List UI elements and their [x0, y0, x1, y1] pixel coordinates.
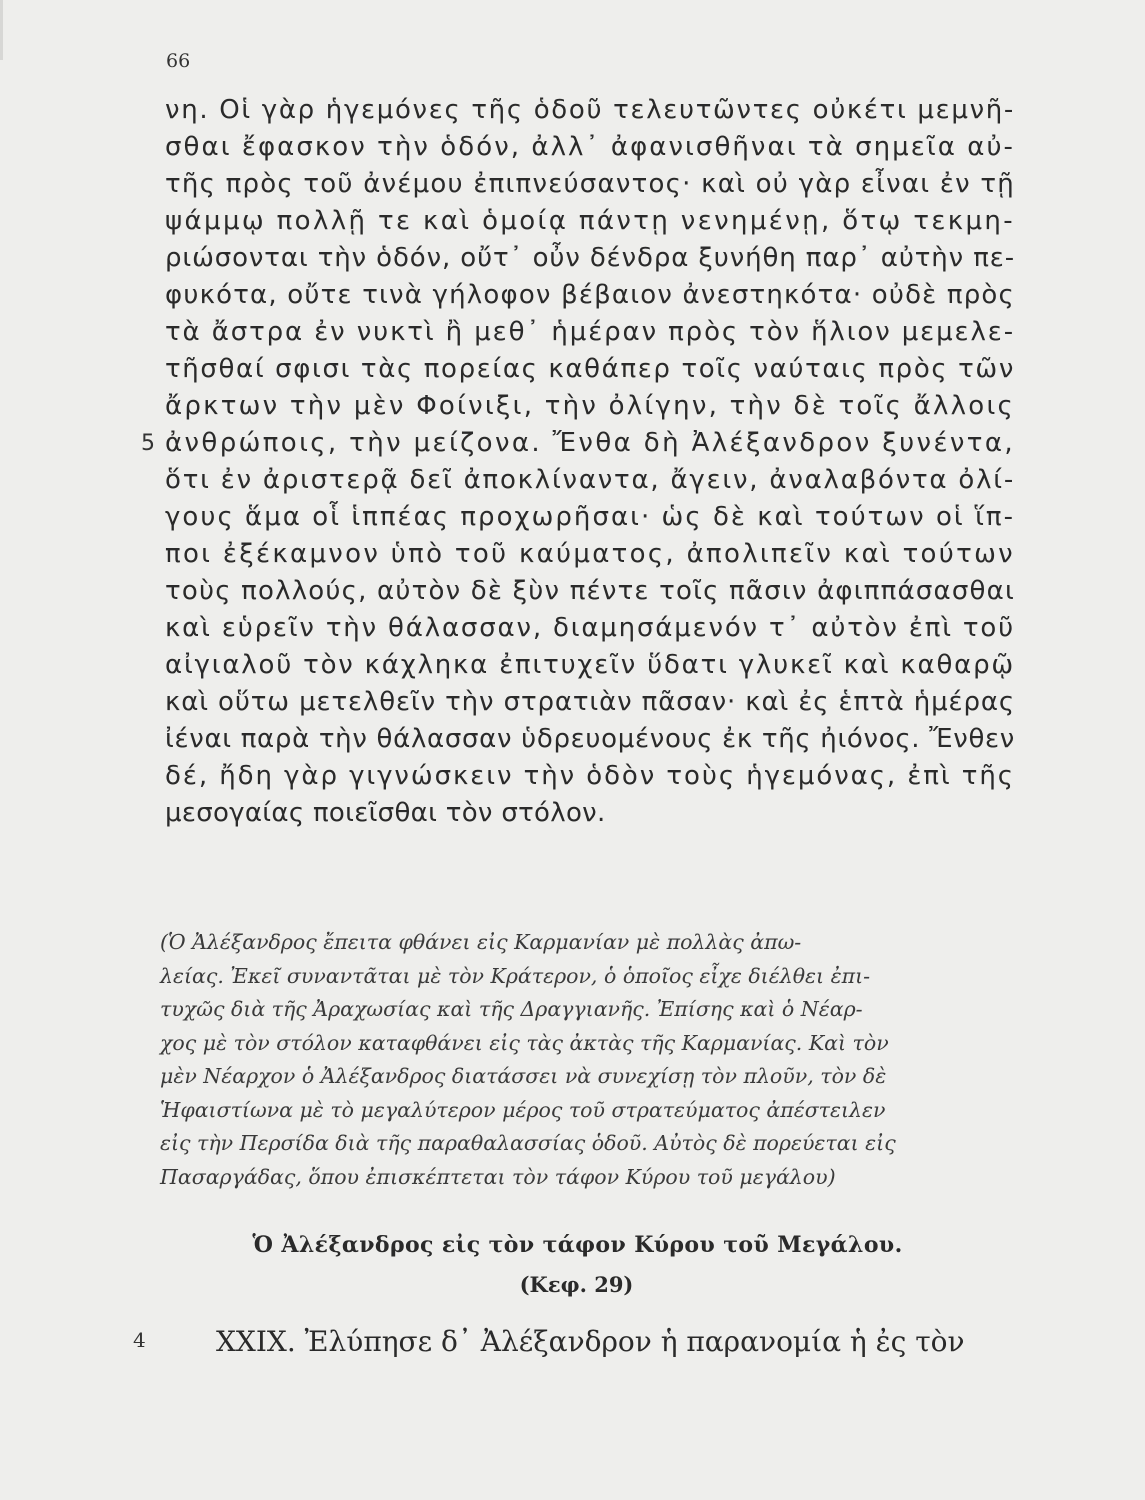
text-line: [165, 610, 1015, 647]
line-text: αἰγιαλοῦ τὸν κάχληκα ἐπιτυχεῖν ὕδατι γλυκεῖ καὶ καθαρῷ: [165, 650, 1015, 680]
line-text: νη. Οἱ γὰρ ἡγεμόνες τῆς ὁδοῦ τελευτῶντες οὐκέτι μεμνῆ-: [165, 95, 1015, 125]
summary-line-text: μὲν Νέαρχον ὁ Ἀλέξανδρος διατάσσει νὰ συνεχίσῃ τὸν πλοῦν, τὸν δὲ: [160, 1064, 887, 1088]
text-line: [165, 166, 1015, 203]
summary-line-text: (Ὁ Ἀλέξανδρος ἔπειτα φθάνει εἰς Καρμανίαν μὲ πολλὰς ἀπω-: [160, 930, 802, 954]
text-line: [165, 129, 1015, 166]
line-text: τοὺς πολλούς, αὐτὸν δὲ ξὺν πέντε τοῖς πᾶσιν ἀφιππάσασθαι: [165, 576, 1015, 606]
line-text: καὶ εὑρεῖν τὴν θάλασσαν, διαμησάμενόν τ᾽ αὐτὸν ἐπὶ τοῦ: [165, 613, 1015, 643]
text-line: [165, 388, 1015, 425]
chapter-opening-text: XXIX. Ἐλύπησε δ᾽ Ἀλέξανδρον ἡ παρανομία ἡ ἐς τὸν: [216, 1325, 965, 1358]
line-text: δέ, ἤδη γὰρ γιγνώσκειν τὴν ὁδὸν τοὺς ἡγεμόνας, ἐπὶ τῆς: [165, 761, 1015, 791]
text-line: [165, 647, 1015, 684]
text-line: [165, 351, 1015, 388]
text-line: [165, 314, 1015, 351]
summary-line: [160, 1161, 1010, 1195]
line-text: ψάμμῳ πολλῇ τε καὶ ὁμοίᾳ πάντῃ νενημένῃ, ὅτῳ τεκμη-: [165, 206, 1015, 236]
summary-line: [160, 960, 1010, 994]
line-marker: 4: [133, 1328, 146, 1352]
line-text: τῆσθαί σφισι τὰς πορείας καθάπερ τοῖς ναύταις πρὸς τῶν: [165, 354, 1015, 384]
page-number: 66: [166, 50, 191, 72]
text-line: [165, 573, 1015, 610]
line-text: τῆς πρὸς τοῦ ἀνέμου ἐπιπνεύσαντος· καὶ οὐ γὰρ εἶναι ἐν τῇ: [165, 169, 1015, 199]
text-line: [165, 684, 1015, 721]
line-text: ἄρκτων τὴν μὲν Φοίνιξι, τὴν ὀλίγην, τὴν δὲ τοῖς ἄλλοις: [165, 391, 1015, 421]
summary-line: [160, 993, 1010, 1027]
chapter-reference: (Κεφ. 29): [519, 1272, 634, 1297]
line-text: γους ἅμα οἷ ἱππέας προχωρῆσαι· ὡς δὲ καὶ τούτων οἱ ἵπ-: [165, 502, 1015, 532]
summary-line-text: χος μὲ τὸν στόλον καταφθάνει εἰς τὰς ἀκτὰς τῆς Καρμανίας. Καὶ τὸν: [160, 1030, 889, 1055]
text-line: [141, 425, 1015, 462]
text-line: [165, 462, 1015, 499]
line-text: ριώσονται τὴν ὁδόν, οὔτ᾽ οὖν δένδρα ξυνήθη παρ᾽ αὐτὴν πε-: [165, 243, 1015, 273]
summary-line-text: λείας. Ἐκεῖ συναντᾶται μὲ τὸν Κράτερον, ὁ ὁποῖος εἶχε διέλθει ἐπι-: [160, 963, 871, 988]
chapter-opening-line: [0, 1320, 1145, 1364]
text-line: [165, 499, 1015, 536]
text-line: [165, 203, 1015, 240]
line-text: ἰέναι παρὰ τὴν θάλασσαν ὑδρευομένους ἐκ τῆς ἠιόνος. Ἔνθεν: [165, 724, 1015, 754]
text-line: [165, 758, 1015, 795]
summary-line-text: τυχῶς διὰ τῆς Ἀραχωσίας καὶ τῆς Δραγγιανῆς. Ἐπίσης καὶ ὁ Νέαρ-: [160, 997, 863, 1021]
summary-line: [160, 1027, 1010, 1061]
summary-line: [160, 1127, 1010, 1161]
line-text: φυκότα, οὔτε τινὰ γήλοφον βέβαιον ἀνεστηκότα· οὐδὲ πρὸς: [165, 280, 1015, 310]
scan-edge: [0, 0, 3, 60]
summary-line-text: Πασαργάδας, ὅπου ἐπισκέπτεται τὸν τάφον Κύρου τοῦ μεγάλου): [160, 1164, 836, 1189]
greek-main-text: [141, 92, 1015, 832]
text-line: [165, 240, 1015, 277]
chapter-summary: [160, 926, 1010, 1194]
summary-line: [160, 926, 1010, 960]
line-text: καὶ οὕτω μετελθεῖν τὴν στρατιὰν πᾶσαν· καὶ ἐς ἑπτὰ ἡμέρας: [165, 687, 1015, 717]
text-line: [165, 795, 1015, 832]
summary-line-text: εἰς τὴν Περσίδα διὰ τῆς παραθαλασσίας ὁδοῦ. Αὐτὸς δὲ πορεύεται εἰς: [160, 1131, 896, 1155]
text-line: [165, 277, 1015, 314]
line-text: ἀνθρώποις, τὴν μείζονα. Ἔνθα δὴ Ἀλέξανδρον ξυνέντα,: [165, 428, 1015, 458]
text-line: [165, 536, 1015, 573]
line-text: τὰ ἄστρα ἐν νυκτὶ ἢ μεθ᾽ ἡμέραν πρὸς τὸν ἥλιον μεμελε-: [165, 317, 1015, 347]
line-text: ὅτι ἐν ἀριστερᾷ δεῖ ἀποκλίναντα, ἄγειν, ἀναλαβόντα ὀλί-: [165, 465, 1015, 495]
line-marker: 5: [141, 431, 156, 456]
text-line: [165, 721, 1015, 758]
summary-line: [160, 1094, 1010, 1128]
line-text: μεσογαίας ποιεῖσθαι τὸν στόλον.: [165, 798, 606, 828]
summary-line: [160, 1060, 1010, 1094]
text-line: [165, 92, 1015, 129]
section-heading: Ὁ Ἀλέξανδρος εἰς τὸν τάφον Κύρου τοῦ Μεγάλου.: [252, 1232, 903, 1258]
summary-line-text: Ἡφαιστίωνα μὲ τὸ μεγαλύτερον μέρος τοῦ στρατεύματος ἀπέστειλεν: [160, 1097, 886, 1122]
line-text: σθαι ἔφασκον τὴν ὁδόν, ἀλλ᾽ ἀφανισθῆναι τὰ σημεῖα αὐ-: [165, 132, 1015, 162]
line-text: ποι ἐξέκαμνον ὑπὸ τοῦ καύματος, ἀπολιπεῖν καὶ τούτων: [165, 539, 1015, 569]
